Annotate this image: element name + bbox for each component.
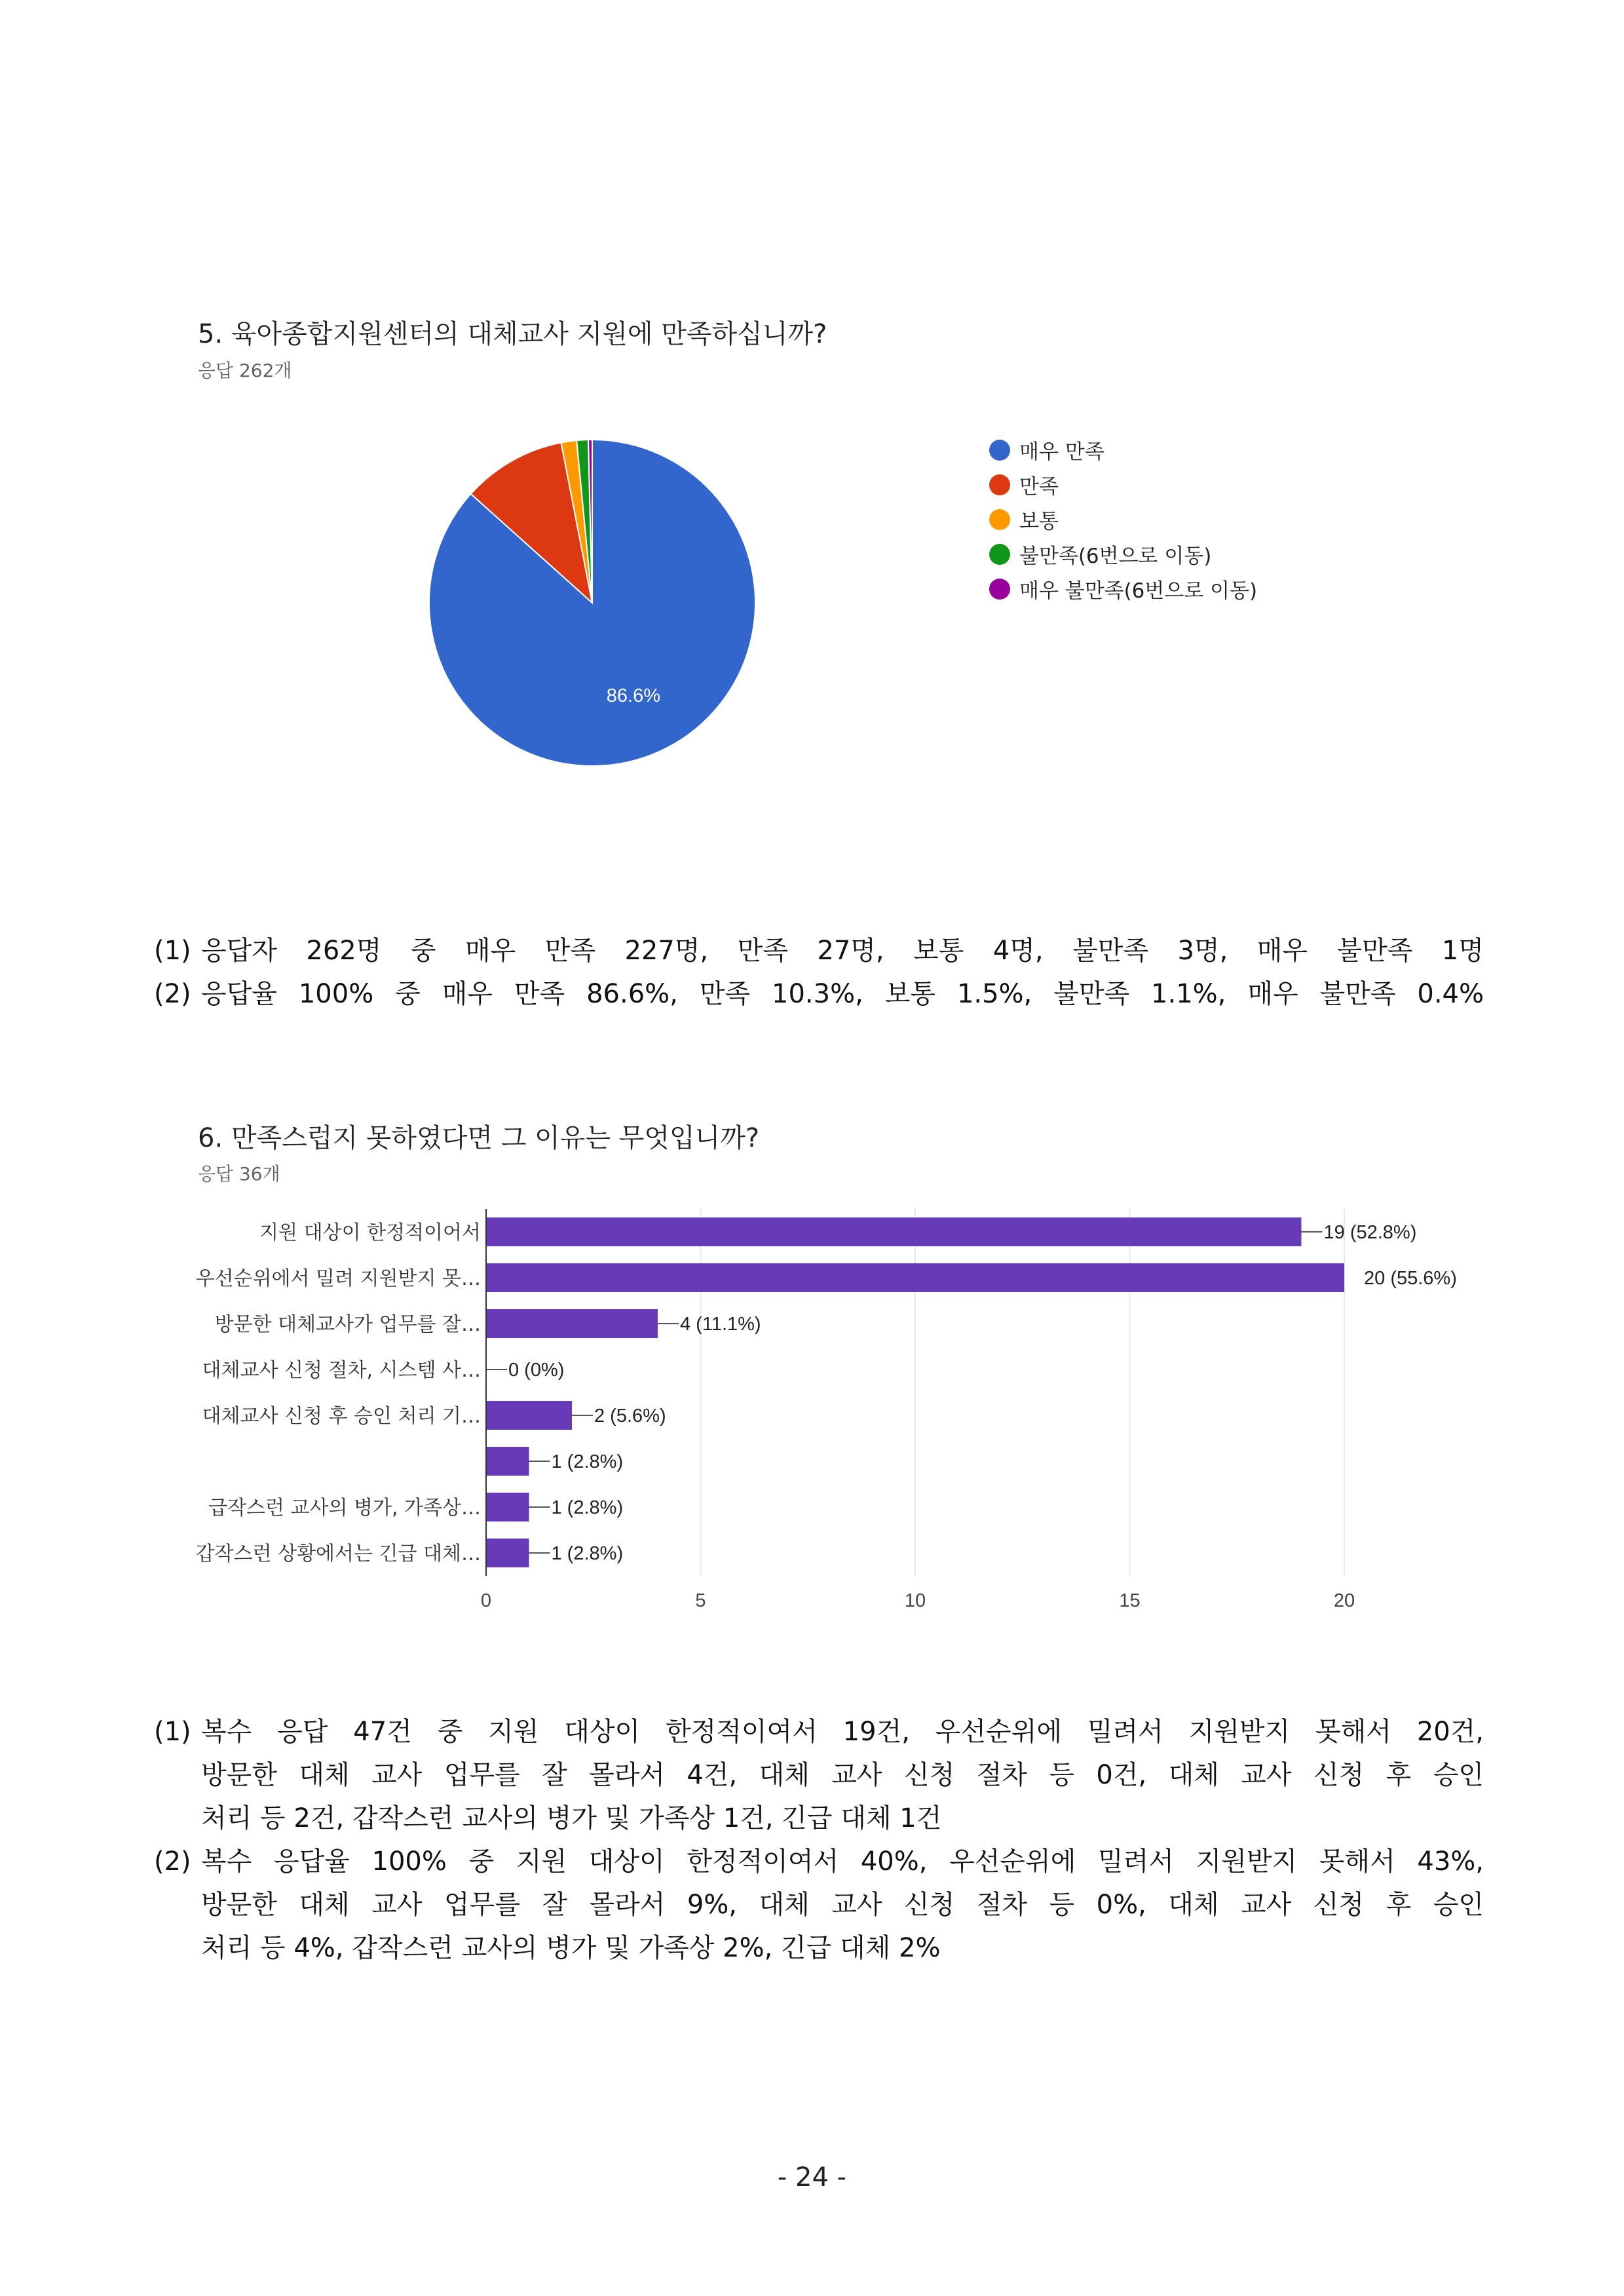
legend-label: 매우 만족 — [1019, 440, 1105, 464]
data-label: 2 (5.6%) — [594, 1406, 666, 1426]
legend-item — [989, 571, 1257, 606]
bar — [486, 1493, 529, 1521]
summary-line — [154, 1926, 1484, 1970]
category-label: 급작스런 교사의 병가, 가족상… — [208, 1497, 481, 1520]
category-label: 방문한 대체교사가 업무를 잘… — [214, 1313, 481, 1336]
bar — [486, 1401, 572, 1430]
summary-text: 방문한 대체 교사 업무를 잘 몰라서 9%, 대체 교사 신청 절차 등 0%, 대체 교사 신청 후 승인 — [201, 1890, 1484, 1920]
category-label: 갑작스런 상황에서는 긴급 대체… — [195, 1542, 481, 1565]
data-label: 19 (52.8%) — [1323, 1222, 1417, 1243]
category-label: 대체교사 신청 절차, 시스템 사… — [202, 1359, 481, 1382]
summary-line — [154, 1710, 1484, 1753]
summary-text: 방문한 대체 교사 업무를 잘 몰라서 4건, 대체 교사 신청 절차 등 0건, 대체 교사 신청 후 승인 — [201, 1760, 1484, 1790]
legend-item — [989, 467, 1257, 502]
x-tick-label: 5 — [695, 1590, 706, 1611]
summary-line — [154, 972, 1484, 1016]
legend-label: 보통 — [1019, 510, 1059, 533]
bar — [486, 1309, 658, 1338]
x-tick-label: 15 — [1119, 1590, 1141, 1611]
bar — [486, 1447, 529, 1476]
data-label: 20 (55.6%) — [1364, 1268, 1457, 1289]
legend-swatch — [989, 440, 1010, 461]
summary-line — [154, 1753, 1484, 1797]
summary-line — [154, 1840, 1484, 1883]
data-label: 1 (2.8%) — [551, 1543, 624, 1564]
q6-title: 6. 만족스럽지 못하였다면 그 이유는 무엇입니까? — [198, 1123, 760, 1153]
bar — [486, 1263, 1344, 1292]
summary-text: 처리 등 2건, 갑작스런 교사의 병가 및 가족상 1건, 긴급 대체 1건 — [201, 1803, 942, 1833]
legend-label: 불만족(6번으로 이동) — [1019, 545, 1212, 568]
summary-number: (1) — [154, 1717, 191, 1747]
category-label: 지원 대상이 한정적이어서 — [259, 1221, 481, 1244]
category-label: 대체교사 신청 후 승인 처리 기… — [202, 1405, 481, 1428]
summary-text: 응답율 100% 중 매우 만족 86.6%, 만족 10.3%, 보통 1.5%, 불만족 1.1%, 매우 불만족 0.4% — [201, 979, 1484, 1009]
summary-text: 처리 등 4%, 갑작스런 교사의 병가 및 가족상 2%, 긴급 대체 2% — [201, 1933, 941, 1963]
q5-summary — [154, 929, 1484, 1016]
legend-item — [989, 537, 1257, 571]
bar — [486, 1217, 1302, 1246]
bar — [486, 1539, 529, 1567]
data-label: 4 (11.1%) — [680, 1314, 761, 1335]
x-tick-label: 10 — [904, 1590, 926, 1611]
data-label: 0 (0%) — [508, 1360, 565, 1381]
data-label: 1 (2.8%) — [551, 1497, 624, 1518]
summary-line — [154, 929, 1484, 972]
pie-legend — [989, 432, 1257, 606]
legend-swatch — [989, 544, 1010, 565]
pie-slice-label: 86.6% — [606, 685, 661, 706]
q6-summary — [154, 1710, 1484, 1970]
summary-number: (2) — [154, 979, 191, 1009]
legend-swatch — [989, 579, 1010, 600]
legend-label: 만족 — [1019, 475, 1059, 499]
summary-number: (2) — [154, 1846, 191, 1877]
summary-text: 복수 응답율 100% 중 지원 대상이 한정적이여서 40%, 우선순위에 밀려서 지원받지 못해서 43%, — [201, 1846, 1484, 1877]
legend-item — [989, 502, 1257, 537]
x-tick-label: 0 — [480, 1590, 492, 1611]
data-label: 1 (2.8%) — [551, 1451, 624, 1472]
q5-response-count: 응답 262개 — [198, 360, 292, 381]
legend-label: 매우 불만족(6번으로 이동) — [1019, 579, 1258, 603]
q6-response-count: 응답 36개 — [198, 1163, 280, 1185]
legend-swatch — [989, 509, 1010, 530]
bar-chart — [0, 1199, 1624, 1645]
summary-text: 복수 응답 47건 중 지원 대상이 한정적이여서 19건, 우선순위에 밀려서 지원받지 못해서 20건, — [201, 1717, 1484, 1747]
pie-chart — [393, 419, 825, 773]
summary-number: (1) — [154, 936, 191, 966]
legend-swatch — [989, 474, 1010, 495]
category-label: 우선순위에서 밀려 지원받지 못… — [195, 1267, 481, 1290]
q5-title: 5. 육아종합지원센터의 대체교사 지원에 만족하십니까? — [198, 319, 827, 349]
legend-item — [989, 432, 1257, 467]
page-number: - 24 - — [777, 2162, 847, 2192]
x-tick-label: 20 — [1333, 1590, 1355, 1611]
summary-text: 응답자 262명 중 매우 만족 227명, 만족 27명, 보통 4명, 불만족 3명, 매우 불만족 1명 — [201, 936, 1484, 966]
summary-line — [154, 1883, 1484, 1926]
summary-line — [154, 1797, 1484, 1840]
